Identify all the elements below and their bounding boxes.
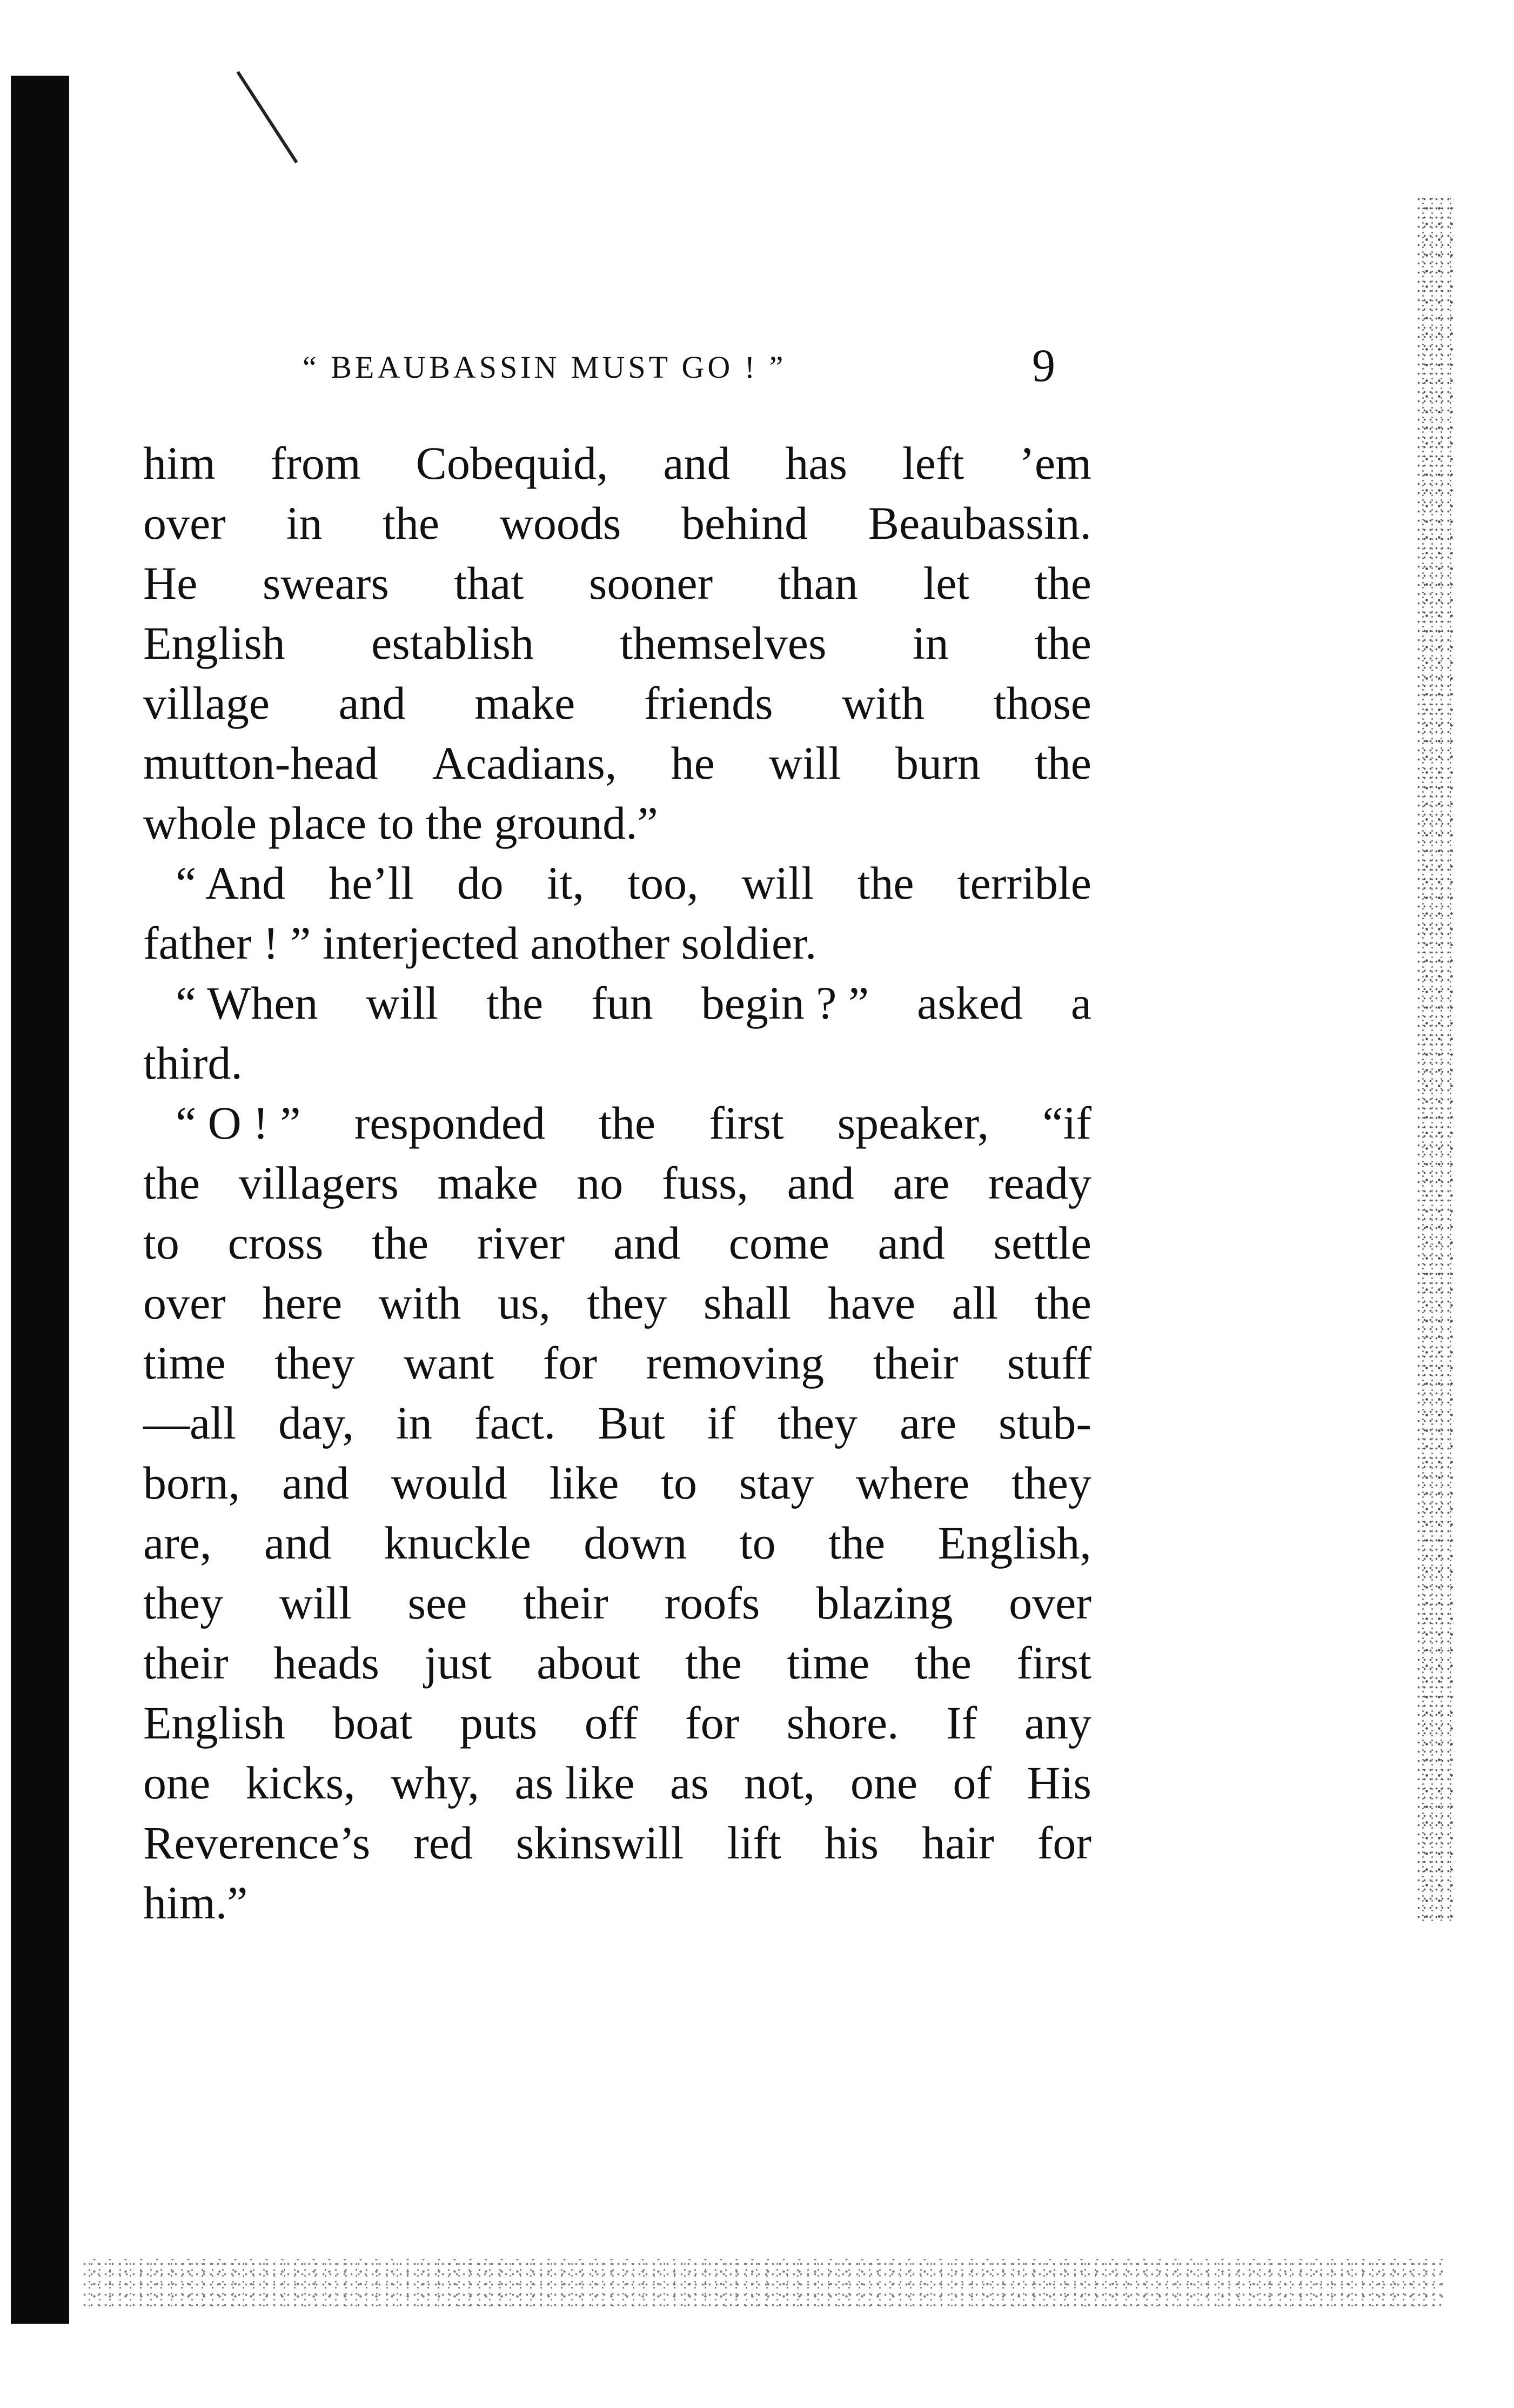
text-line (143, 673, 1091, 733)
text-word: left (902, 437, 964, 489)
text-word: he (671, 737, 715, 789)
text-word: of (953, 1757, 992, 1809)
text-word: here (262, 1277, 343, 1329)
text-word: Acadians, (432, 737, 617, 789)
text-word: asked (917, 977, 1023, 1029)
text-word: make (474, 677, 575, 729)
text-word: boat (332, 1697, 413, 1749)
text-word: and (264, 1517, 332, 1569)
text-word: lift (727, 1817, 781, 1869)
text-word: “ And (176, 857, 286, 909)
text-word: “ O ! ” (176, 1097, 301, 1149)
text-word: it, (546, 857, 585, 909)
text-word: their (143, 1637, 229, 1689)
text-word: But (598, 1397, 665, 1449)
text-word: the (1034, 737, 1091, 789)
text-word: over (143, 497, 226, 549)
text-word: English (143, 617, 285, 669)
text-word: they (587, 1277, 667, 1329)
text-word: from (270, 437, 361, 489)
text-word: settle (993, 1217, 1091, 1269)
text-word: ’em (1019, 437, 1091, 489)
text-word: make (437, 1157, 538, 1209)
text-word: knuckle (384, 1517, 531, 1569)
text-word: they (777, 1397, 858, 1449)
text-word: for (685, 1697, 740, 1749)
text-word: and (613, 1217, 680, 1269)
page-number: 9 (1032, 339, 1055, 391)
text-line (143, 853, 1091, 913)
text-word: ready (988, 1157, 1091, 1209)
scan-noise-bottom-edge (81, 2259, 1443, 2307)
text-word: born, (143, 1457, 240, 1509)
text-line (143, 1813, 1091, 1873)
text-word: they (274, 1337, 355, 1389)
text-word: terrible (957, 857, 1091, 909)
text-word: any (1024, 1697, 1091, 1749)
text-word: He (143, 557, 198, 609)
text-line (143, 1153, 1091, 1213)
text-word: in (396, 1397, 432, 1449)
text-word: English (143, 1697, 285, 1749)
text-word: their (873, 1337, 959, 1389)
text-word: in (286, 497, 323, 549)
text-word: to (739, 1517, 776, 1569)
text-word: will (741, 857, 814, 909)
page-binding-shadow (11, 76, 69, 2324)
text-word: the (1034, 557, 1091, 609)
text-word: first (1016, 1637, 1091, 1689)
text-line (143, 1333, 1091, 1393)
text-word: do (457, 857, 504, 909)
text-word: as (669, 1757, 709, 1809)
text-word: his (824, 1817, 879, 1869)
text-word: the (828, 1517, 886, 1569)
text-word: are, (143, 1517, 212, 1569)
text-word: the (486, 977, 544, 1029)
text-word: one (143, 1757, 211, 1809)
text-word: Cobequid, (416, 437, 608, 489)
text-word: too, (627, 857, 699, 909)
text-line (143, 1453, 1091, 1513)
text-word: that (454, 557, 524, 609)
text-word: the (1034, 617, 1091, 669)
text-word: sooner (588, 557, 713, 609)
text-word: their (523, 1577, 608, 1629)
text-word: swears (262, 557, 389, 609)
text-word: him.” (143, 1877, 248, 1929)
text-word: red (413, 1817, 473, 1869)
text-word: blazing (816, 1577, 953, 1629)
text-word: has (785, 437, 848, 489)
text-word: stuff (1007, 1337, 1091, 1389)
text-word: Reverence’s (143, 1817, 371, 1869)
text-word: he’ll (329, 857, 414, 909)
text-word: will (279, 1577, 352, 1629)
text-word: fuss, (661, 1157, 748, 1209)
text-line (143, 1753, 1091, 1813)
text-word: the (857, 857, 914, 909)
text-word: heads (273, 1637, 379, 1689)
text-word: no (577, 1157, 624, 1209)
text-word: third. (143, 1037, 243, 1089)
text-word: speaker, (837, 1097, 989, 1149)
text-word: they (143, 1577, 224, 1629)
text-word: friends (644, 677, 773, 729)
text-word: first (709, 1097, 784, 1149)
text-word: day, (278, 1397, 354, 1449)
text-word: stub- (998, 1397, 1091, 1449)
text-word: woods (499, 497, 621, 549)
text-word: one (850, 1757, 918, 1809)
text-word: themselves (620, 617, 827, 669)
text-word: the (143, 1157, 200, 1209)
text-word: for (1037, 1817, 1091, 1869)
text-word: those (993, 677, 1091, 729)
text-word: a (1070, 977, 1091, 1029)
running-head-title: “ BEAUBASSIN MUST GO ! ” (303, 350, 787, 385)
text-word: to (661, 1457, 698, 1509)
text-line (143, 1513, 1091, 1573)
text-word: and (787, 1157, 854, 1209)
text-word: will (768, 737, 841, 789)
text-word: will (366, 977, 439, 1029)
text-word: down (584, 1517, 687, 1569)
text-line (143, 1273, 1091, 1333)
text-word: with (842, 677, 925, 729)
text-word: shore. (786, 1697, 899, 1749)
text-word: why, (391, 1757, 480, 1809)
text-word: villagers (238, 1157, 399, 1209)
text-line (143, 1633, 1091, 1693)
text-word: not, (744, 1757, 815, 1809)
text-word: the (1034, 1277, 1091, 1329)
text-line (143, 493, 1091, 553)
text-word: would (391, 1457, 507, 1509)
text-word: time (143, 1337, 226, 1389)
text-line (143, 553, 1091, 613)
text-word: are (900, 1397, 956, 1449)
text-word: the (685, 1637, 742, 1689)
text-word: about (537, 1637, 640, 1689)
text-word: responded (354, 1097, 546, 1149)
text-word: and (663, 437, 731, 489)
text-word: skinswill (515, 1817, 684, 1869)
text-word: where (856, 1457, 970, 1509)
text-word: time (787, 1637, 870, 1689)
text-line (143, 1033, 1091, 1093)
text-word: and (338, 677, 406, 729)
text-word: the (383, 497, 440, 549)
text-word: with (378, 1277, 461, 1329)
text-line (143, 1873, 1091, 1933)
text-word: cross (227, 1217, 324, 1269)
text-word: let (923, 557, 970, 609)
text-word: behind (681, 497, 808, 549)
text-word: stay (739, 1457, 814, 1509)
text-word: and (282, 1457, 350, 1509)
text-word: as like (514, 1757, 635, 1809)
text-word: mutton-head (143, 737, 378, 789)
text-word: roofs (664, 1577, 760, 1629)
text-word: have (827, 1277, 916, 1329)
text-word: hair (922, 1817, 994, 1869)
text-line (143, 733, 1091, 793)
text-word: they (1011, 1457, 1091, 1509)
text-word: all (952, 1277, 999, 1329)
text-word: the (372, 1217, 429, 1269)
text-line (143, 1093, 1091, 1153)
text-word: If (946, 1697, 977, 1749)
text-word: are (893, 1157, 950, 1209)
text-word: village (143, 677, 270, 729)
text-word: than (778, 557, 858, 609)
text-line (143, 613, 1091, 673)
text-word: come (728, 1217, 829, 1269)
stray-pen-mark (236, 71, 298, 163)
text-word: him (143, 437, 216, 489)
text-line (143, 1393, 1091, 1453)
text-word: the (914, 1637, 972, 1689)
text-word: removing (646, 1337, 825, 1389)
text-line (143, 1573, 1091, 1633)
text-word: “if (1042, 1097, 1091, 1149)
text-word: like (549, 1457, 619, 1509)
text-line (143, 1693, 1091, 1753)
text-word: “ When (176, 977, 318, 1029)
text-word: establish (371, 617, 534, 669)
text-word: over (1009, 1577, 1091, 1629)
text-word: if (707, 1397, 735, 1449)
text-word: —all (143, 1397, 236, 1449)
text-word: us, (497, 1277, 551, 1329)
text-word: burn (895, 737, 981, 789)
text-word: the (599, 1097, 656, 1149)
text-word: to (143, 1217, 179, 1269)
text-word: river (477, 1217, 565, 1269)
text-word: fact. (474, 1397, 556, 1449)
body-text (143, 433, 1091, 1933)
text-word: puts (459, 1697, 538, 1749)
text-line (143, 1213, 1091, 1273)
text-word: for (542, 1337, 598, 1389)
text-word: off (584, 1697, 638, 1749)
text-word: begin ? ” (701, 977, 869, 1029)
text-word: and (877, 1217, 945, 1269)
text-line (143, 793, 1091, 853)
text-word: His (1027, 1757, 1091, 1809)
text-word: English, (937, 1517, 1091, 1569)
text-line (143, 913, 1091, 973)
text-word: over (143, 1277, 226, 1329)
text-word: see (407, 1577, 467, 1629)
text-line (143, 973, 1091, 1033)
text-word: whole place to the ground.” (143, 797, 658, 849)
text-word: fun (591, 977, 653, 1029)
text-word: kicks, (245, 1757, 356, 1809)
text-word: shall (703, 1277, 792, 1329)
text-word: in (912, 617, 949, 669)
text-word: Beaubassin. (868, 497, 1091, 549)
text-line (143, 433, 1091, 493)
text-word: father ! ” interjected another soldier. (143, 917, 817, 969)
text-word: want (404, 1337, 494, 1389)
text-word: just (424, 1637, 492, 1689)
scan-noise-right-edge (1416, 195, 1453, 1924)
